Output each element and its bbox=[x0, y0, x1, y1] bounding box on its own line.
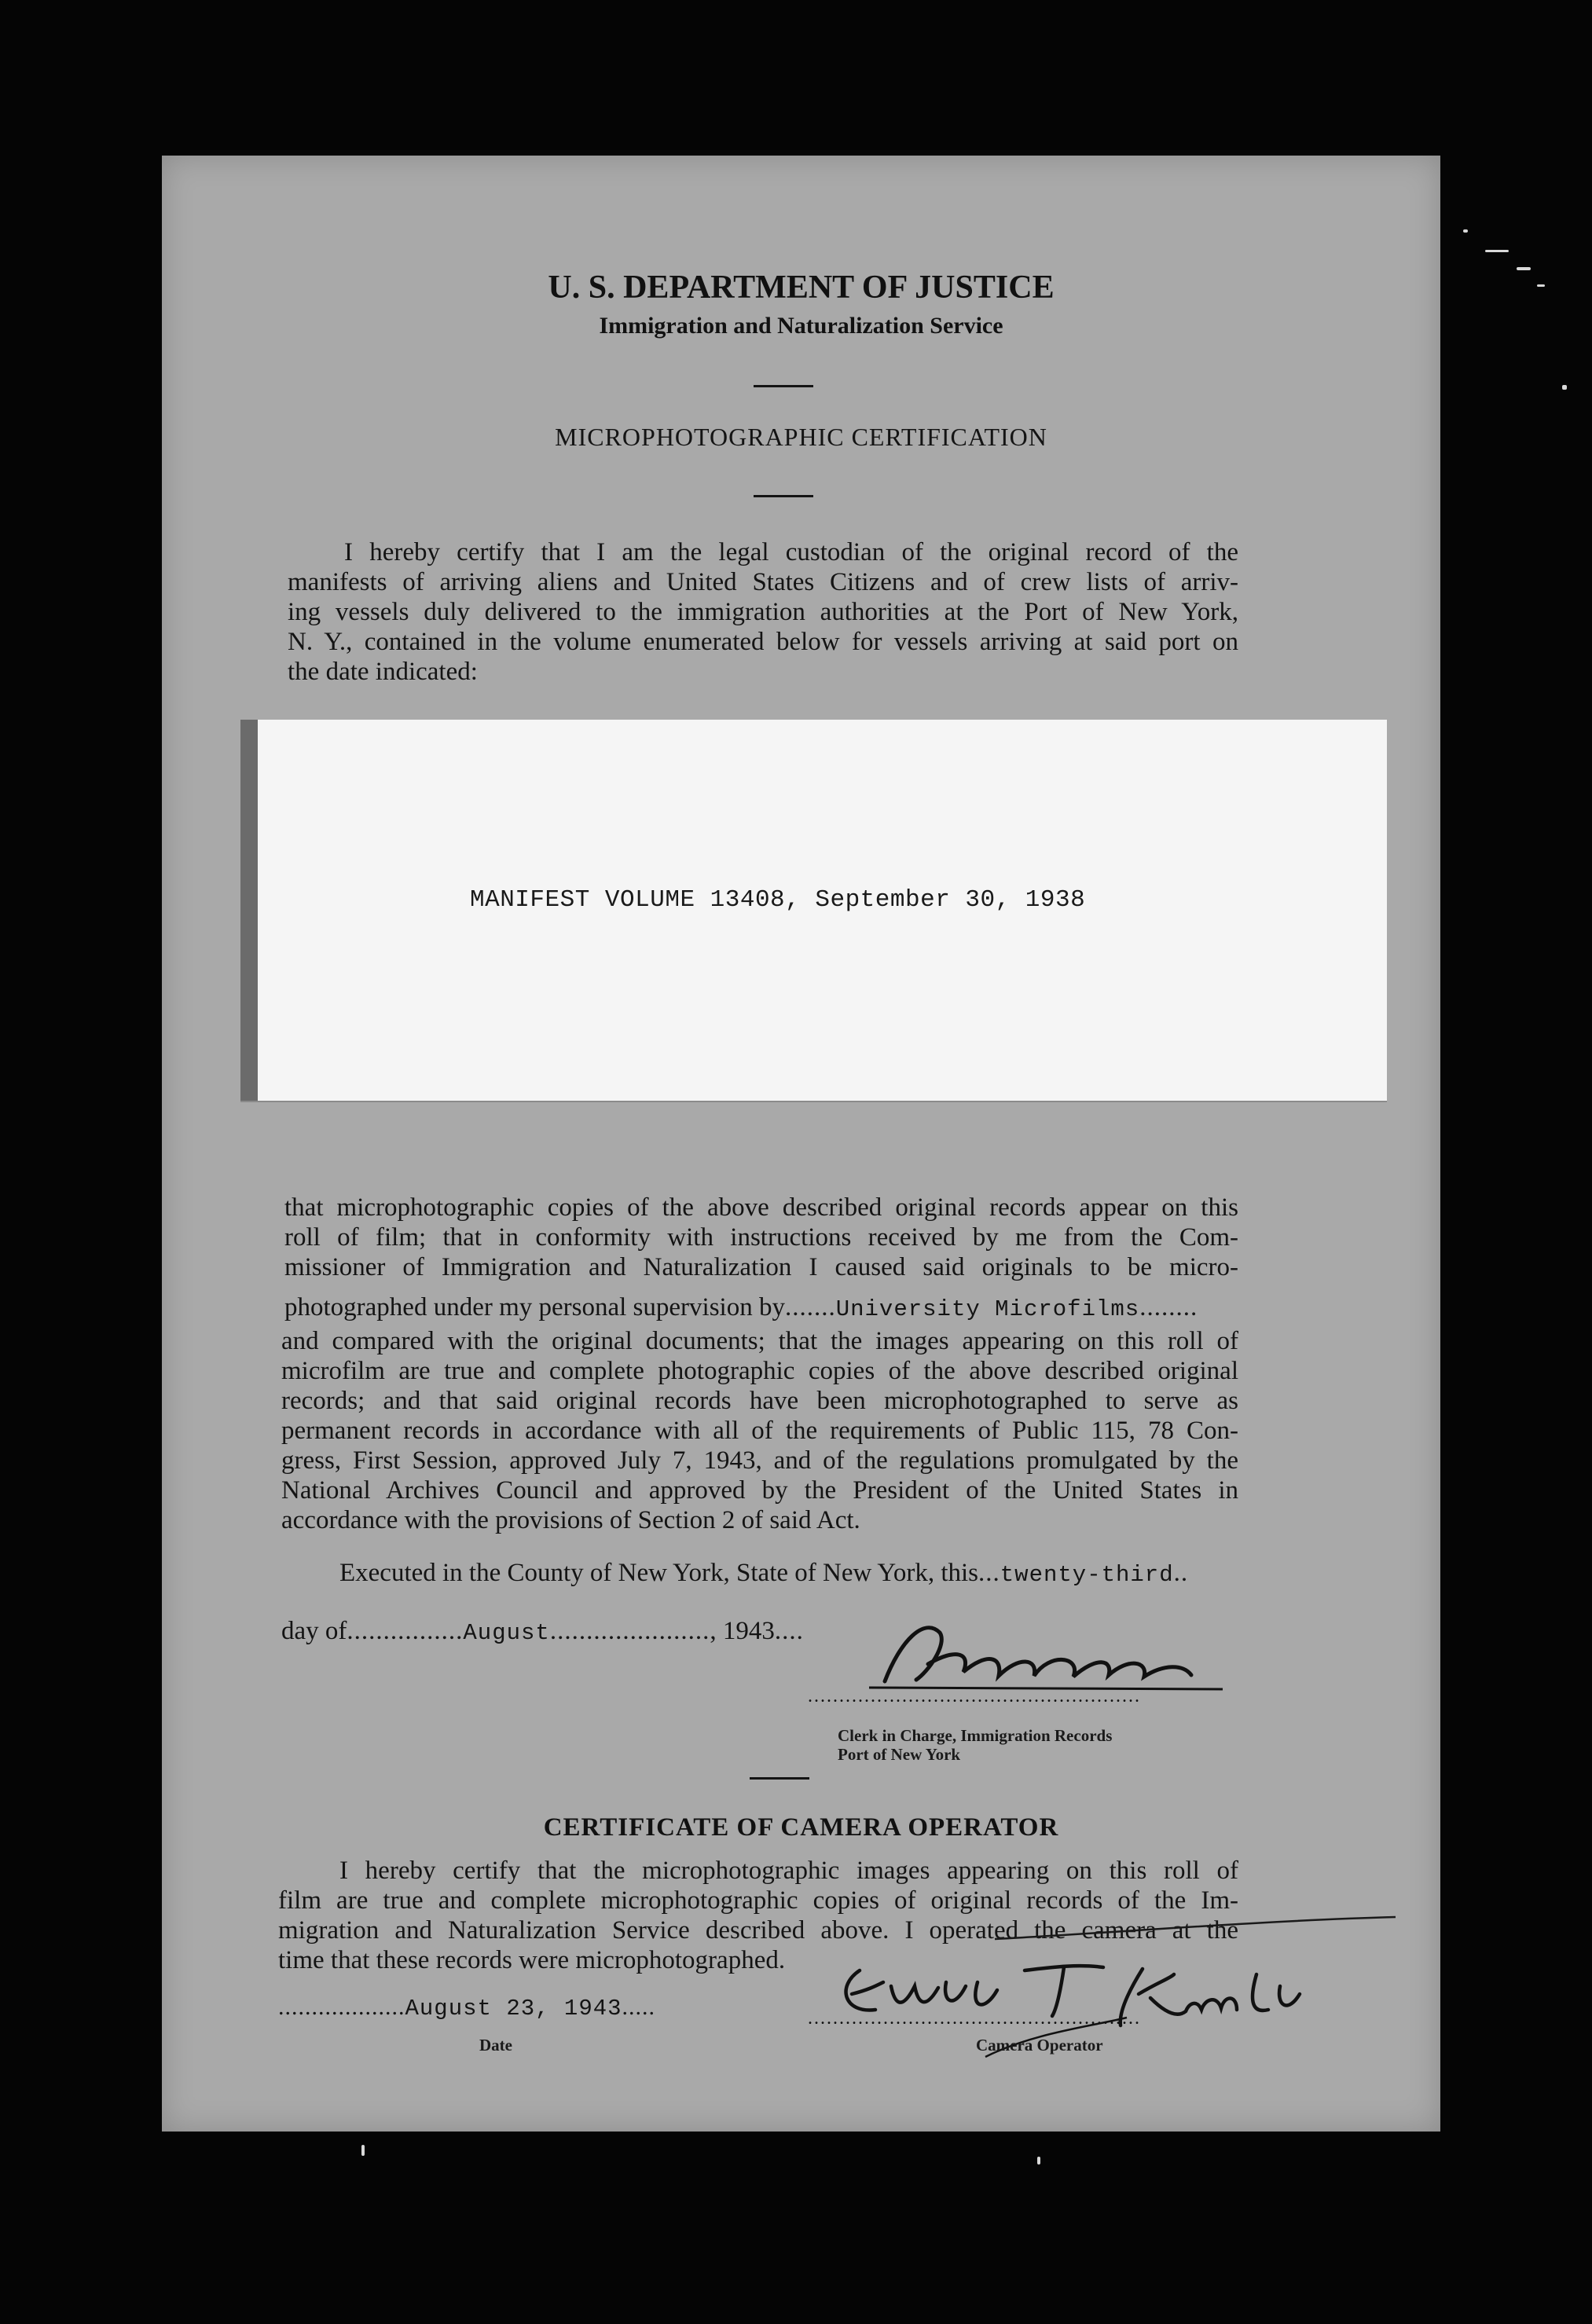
divider bbox=[754, 385, 813, 387]
date-label: Date bbox=[479, 2036, 512, 2055]
supervision-prefix: photographed under my personal supervision by bbox=[284, 1293, 785, 1321]
camera-line: migration and Naturalization Service described above. I operated the camera at the bbox=[278, 1916, 1238, 1945]
signature-stroke bbox=[995, 1909, 1403, 1941]
film-speck bbox=[361, 2145, 365, 2156]
body-line: records; and that said original records have been microphotographed to serve as bbox=[281, 1387, 1238, 1415]
body-line: National Archives Council and approved by the President of the United States in bbox=[281, 1476, 1238, 1505]
certificate-page bbox=[162, 156, 1440, 2132]
service-subheading: Immigration and Naturalization Service bbox=[599, 313, 1003, 339]
film-speck bbox=[1537, 284, 1545, 287]
executed-line: Executed in the County of New York, State of New York, this...twenty-third.. bbox=[339, 1559, 1189, 1588]
film-speck bbox=[1463, 229, 1468, 233]
signature-dotted-line: ..................................................... bbox=[808, 1686, 1141, 1706]
day-of-label: day of bbox=[281, 1617, 347, 1645]
camera-date-line: ...................August 23, 1943..... bbox=[278, 1994, 656, 2022]
camera-line: film are true and complete microphotographic copies of original records of the Im- bbox=[278, 1886, 1238, 1915]
clerk-port: Port of New York bbox=[838, 1745, 961, 1764]
intro-line: ing vessels duly delivered to the immigration authorities at the Port of New York, bbox=[288, 598, 1238, 626]
camera-line: I hereby certify that the microphotographic images appearing on this roll of bbox=[339, 1857, 1238, 1885]
divider bbox=[750, 1777, 809, 1780]
intro-line: I hereby certify that I am the legal custodian of the original record of the bbox=[344, 538, 1238, 566]
manifest-volume: MANIFEST VOLUME 13408, September 30, 1938 bbox=[470, 886, 1086, 914]
operator-label: Camera Operator bbox=[976, 2036, 1103, 2055]
film-speck bbox=[1562, 385, 1567, 390]
camera-line: time that these records were microphotographed. bbox=[278, 1946, 786, 1974]
body-line: microfilm are true and complete photographic copies of the above described original bbox=[281, 1357, 1238, 1385]
date-line: day of................August......................, 1943.... bbox=[281, 1617, 804, 1646]
intro-line: the date indicated: bbox=[288, 658, 478, 686]
body-line: that microphotographic copies of the above described original records appear on this bbox=[284, 1193, 1238, 1222]
executed-prefix: Executed in the County of New York, State of New York, this bbox=[339, 1559, 979, 1587]
body-line: missioner of Immigration and Naturalization I caused said originals to be micro- bbox=[284, 1253, 1238, 1281]
film-speck bbox=[1037, 2157, 1040, 2165]
executed-month: August bbox=[463, 1620, 550, 1646]
camera-date: August 23, 1943 bbox=[405, 1996, 622, 2022]
microfilm-company: University Microfilms bbox=[835, 1296, 1140, 1322]
divider bbox=[754, 495, 813, 497]
film-speck bbox=[1485, 250, 1509, 252]
body-line: gress, First Session, approved July 7, 1943, and of the regulations promulgated by the bbox=[281, 1446, 1238, 1475]
body-line: and compared with the original documents; that the images appearing on this roll of bbox=[281, 1327, 1238, 1355]
supervision-line: photographed under my personal supervision by.......University Microfilms........ bbox=[284, 1293, 1198, 1322]
body-line: accordance with the provisions of Section 2 of said Act. bbox=[281, 1506, 860, 1534]
intro-line: manifests of arriving aliens and United States Citizens and of crew lists of arriv- bbox=[288, 568, 1238, 596]
certification-title: MICROPHOTOGRAPHIC CERTIFICATION bbox=[555, 423, 1047, 451]
manifest-inset bbox=[240, 720, 1387, 1101]
intro-line: N. Y., contained in the volume enumerated below for vessels arriving at said port on bbox=[288, 628, 1238, 656]
department-heading: U. S. DEPARTMENT OF JUSTICE bbox=[548, 269, 1055, 306]
executed-year: , 1943 bbox=[710, 1617, 775, 1645]
body-line: permanent records in accordance with all of the requirements of Public 115, 78 Con- bbox=[281, 1417, 1238, 1445]
film-speck bbox=[1517, 267, 1531, 270]
camera-heading: CERTIFICATE OF CAMERA OPERATOR bbox=[543, 1813, 1059, 1842]
clerk-signature bbox=[853, 1609, 1293, 1695]
operator-dotted-line: ..................................................... bbox=[808, 2008, 1141, 2029]
body-line: roll of film; that in conformity with instructions received by me from the Com- bbox=[284, 1223, 1238, 1252]
executed-day: twenty-third bbox=[1000, 1562, 1174, 1588]
clerk-title: Clerk in Charge, Immigration Records bbox=[838, 1726, 1113, 1745]
